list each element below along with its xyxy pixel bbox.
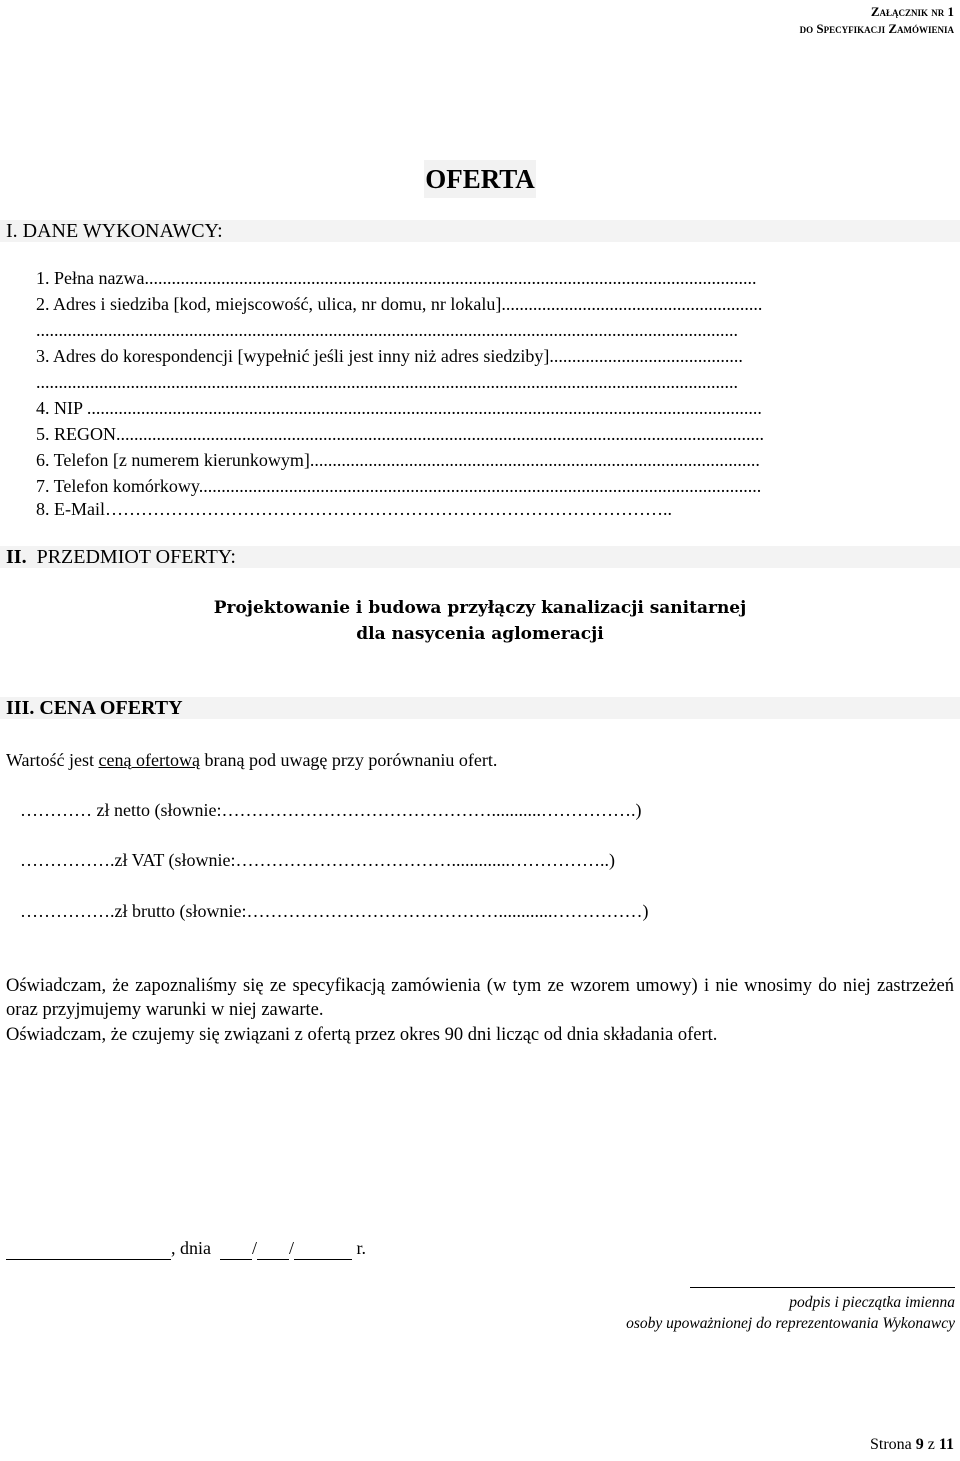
field-address: 2. Adres i siedziba [kod, miejscowość, ulica, nr domu, nr lokalu].......................................................... (36, 294, 763, 314)
annex-line-1: Załącznik nr 1 (870, 4, 954, 19)
footer-page-number: 9 (915, 1436, 924, 1453)
declaration-1: Oświadczam, że zapoznaliśmy się ze specyfikacją zamówienia (w tym ze wzorem umowy) i nie wnosimy do niej zastrzeżeń oraz przyjmujemy warunki w niej zawarte. (6, 976, 954, 1020)
field-correspondence-cont: ............................................................................................................................................................ (36, 372, 738, 392)
month-blank (257, 1240, 289, 1260)
section2-heading (6, 546, 236, 568)
declaration-2: Oświadczam, że czujemy się związani z ofertą przez okres 90 dni licząc od dnia składania ofert. (6, 1025, 718, 1045)
annex-line-2: do Specyfikacji Zamówienia (799, 21, 954, 36)
field-correspondence: 3. Adres do korespondencji [wypełnić jeśli jest inny niż adres siedziby]........................................... (36, 346, 743, 366)
field-full-name: 1. Pełna nazwa........................................................................................................................................ (36, 268, 757, 288)
price-intro (6, 748, 497, 772)
day-blank (220, 1240, 252, 1260)
field-address-cont: ............................................................................................................................................................ (36, 320, 738, 340)
price-vat: …………….zł VAT (słownie:……………………………….............……………..) (20, 850, 616, 870)
signature-line (690, 1287, 955, 1288)
field-phone: 6. Telefon [z numerem kierunkowym].................................................................................................... (36, 450, 760, 470)
field-nip: 4. NIP ...................................................................................................................................................... (36, 398, 762, 418)
subject-line-1: Projektowanie i budowa przyłączy kanalizacji sanitarnej (213, 598, 747, 618)
date-slash-1: / (252, 1238, 258, 1258)
dnia-label: , dnia (171, 1238, 211, 1258)
price-intro-before: Wartość jest (6, 750, 99, 770)
section1-heading: I. DANE WYKONAWCY: (6, 220, 223, 242)
document-title: OFERTA (424, 160, 536, 198)
footer-total-pages: 11 (938, 1436, 954, 1453)
field-regon: 5. REGON................................................................................................................................................ (36, 424, 764, 444)
signature-caption-2: osoby upoważnionej do reprezentowania Wykonawcy (626, 1315, 955, 1332)
price-brutto: …………….zł brutto (słownie:……………………………………............……………) (20, 901, 649, 921)
place-blank (6, 1240, 171, 1260)
date-slash-2: / (289, 1238, 295, 1258)
footer-z: z (927, 1436, 935, 1453)
section2-heading-num: II. (6, 546, 27, 568)
page-footer (870, 1436, 954, 1454)
year-suffix: r. (356, 1238, 367, 1258)
price-intro-underlined: ceną ofertową (98, 750, 200, 770)
field-email: 8. E-Mail………………………………………………………………………………….. (36, 499, 672, 519)
signature-caption-1: podpis i pieczątka imienna (789, 1294, 955, 1311)
price-netto: ………… zł netto (słownie:………………………………………...........…………….) (20, 800, 642, 820)
place-date-line (6, 1236, 366, 1260)
field-mobile: 7. Telefon komórkowy............................................................................................................................. (36, 476, 762, 496)
section2-heading-text: PRZEDMIOT OFERTY: (36, 546, 236, 568)
footer-strona: Strona (869, 1436, 912, 1453)
subject-line-2: dla nasycenia aglomeracji (356, 624, 604, 644)
price-intro-after: braną pod uwagę przy porównaniu ofert. (199, 750, 498, 770)
year-blank (294, 1240, 352, 1260)
section3-heading: III. CENA OFERTY (6, 697, 183, 719)
